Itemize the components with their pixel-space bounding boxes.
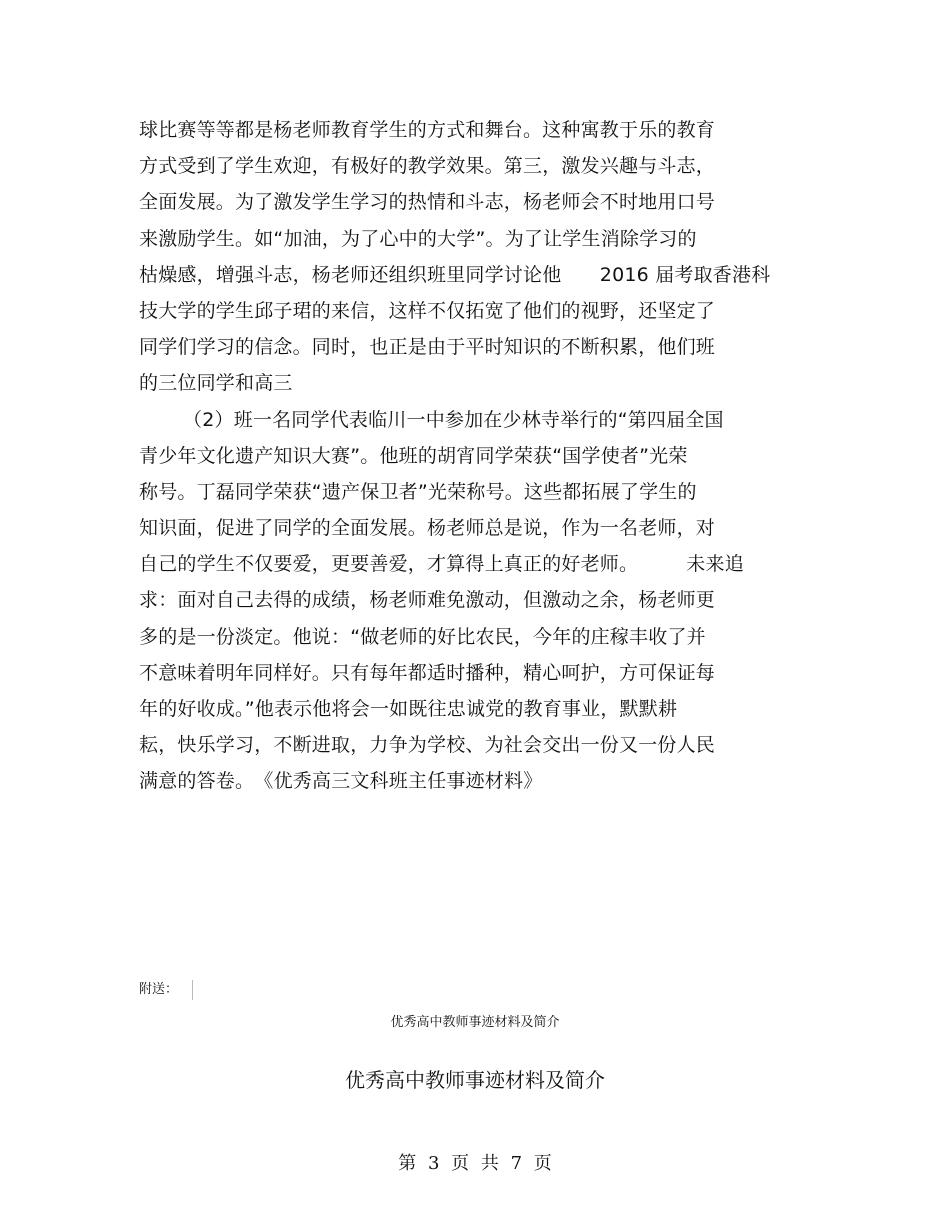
text-line: 满意的答卷。 《优秀高三文科班主任事迹材料》: [139, 770, 543, 793]
text-line: 求：面对自己去得的成绩，杨老师难免激动，但激动之余，杨老师更: [139, 589, 716, 612]
text-line: 年的好收成。”他表示他将会一如既往忠诚党的教育事业，默默耕: [139, 698, 678, 720]
page-number-footer: 第 3 页 共 7 页: [398, 1153, 552, 1174]
text-line: 耘，快乐学习，不断进取，力争为学校、为社会交出一份又一份人民: [139, 734, 716, 757]
text-line: 同学们学习的信念。同时，也正是由于平时知识的不断积累，他们班: [139, 336, 716, 359]
text-line: 称号。丁磊同学荣获“遗产保卫者”光荣称号。这些都拓展了学生的: [139, 480, 697, 503]
text-line: 方式受到了学生欢迎，有极好的教学效果。第三，激发兴趣与斗志，: [139, 155, 716, 178]
appendix-title: 优秀高中教师事迹材料及简介: [345, 1068, 605, 1092]
text-line: 全面发展。为了激发学生学习的热情和斗志，杨老师会不时地用口号: [139, 191, 716, 214]
text-line: 枯燥感，增强斗志，杨老师还组织班里同学讨论他 2016 届考取香港科: [139, 263, 771, 286]
text-line: 球比赛等等都是杨老师教育学生的方式和舞台。这种寓教于乐的教育: [139, 119, 716, 141]
text-line: （2）班一名同学代表临川一中参加在少林寺举行的“第四届全国: [183, 408, 724, 431]
appendix-small-title: 优秀高中教师事迹材料及简介: [390, 1015, 560, 1030]
text-line: 来激励学生。如“加油，为了心中的大学”。为了让学生消除学习的: [139, 227, 697, 250]
text-line: 自己的学生不仅要爱，更要善爱，才算得上真正的好老师。 未来追: [139, 553, 744, 576]
body-text: [139, 112, 819, 800]
text-line: 的三位同学和高三: [139, 372, 293, 395]
text-line: 技大学的学生邱子珺的来信，这样不仅拓宽了他们的视野，还坚定了: [139, 299, 716, 322]
text-line: 多的是一份淡定。他说：“做老师的好比农民，今年的庄稼丰收了并: [139, 625, 706, 648]
text-line: 不意味着明年同样好。只有每年都适时播种，精心呵护，方可保证每: [139, 661, 716, 684]
text-line: 青少年文化遗产知识大赛”。他班的胡宵同学荣获“国学使者”光荣: [139, 444, 688, 467]
appendix-label: 附送：: [139, 980, 193, 1000]
text-line: 知识面，促进了同学的全面发展。杨老师总是说，作为一名老师，对: [139, 517, 716, 540]
